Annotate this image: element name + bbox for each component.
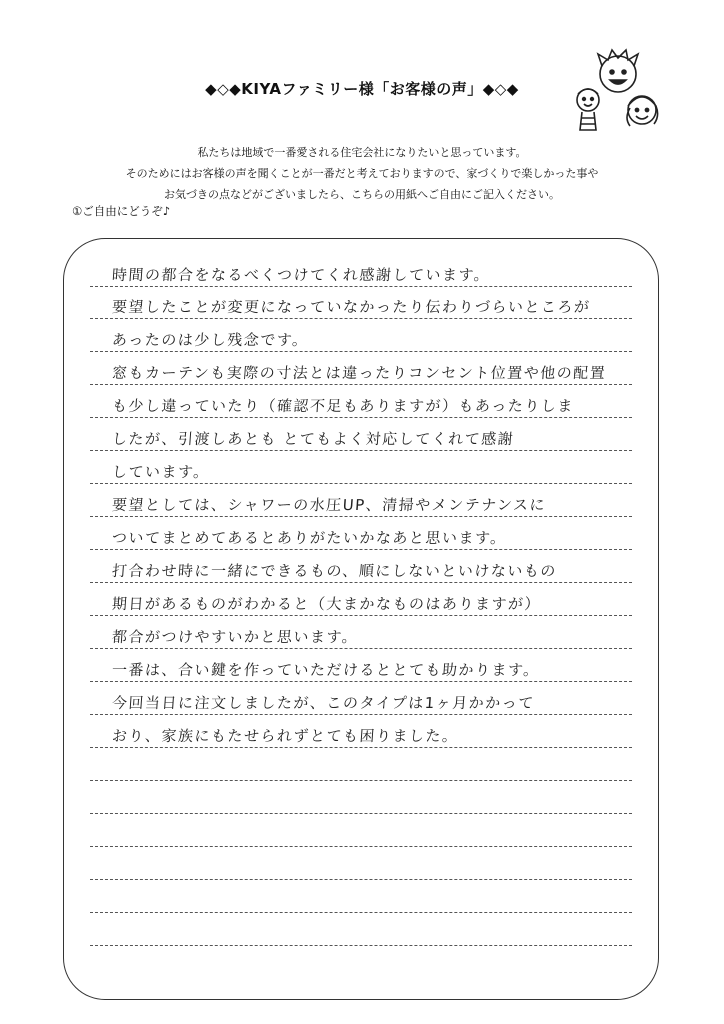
ruled-line <box>90 483 632 484</box>
handwritten-line: あったのは少し残念です。 <box>111 331 310 349</box>
handwritten-line: 期日があるものがわかると（大まかなものはありますが） <box>111 595 542 613</box>
ruled-line <box>90 450 632 451</box>
comment-sheet-frame <box>63 238 659 1000</box>
handwritten-line: おり、家族にもたせられずとても困りました。 <box>111 727 460 745</box>
ruled-line <box>90 351 632 352</box>
handwritten-line: 都合がつけやすいかと思います。 <box>111 628 359 646</box>
page-title: ◆◇◆KIYAファミリー様「お客様の声」◆◇◆ <box>205 80 519 98</box>
ruled-line <box>90 648 632 649</box>
ruled-line <box>90 318 632 319</box>
handwritten-line: 要望したことが変更になっていなかったり伝わりづらいところが <box>111 298 592 316</box>
ruled-line <box>90 384 632 385</box>
ruled-line <box>90 714 632 715</box>
family-mascot-illustration <box>572 48 662 140</box>
handwritten-line: 一番は、合い鍵を作っていただけるととても助かります。 <box>111 661 541 679</box>
handwritten-line: 打合わせ時に一緒にできるもの、順にしないといけないもの <box>111 562 558 580</box>
intro-line: そのためにはお客様の声を聞くことが一番だと考えておりますので、家づくりで楽しかった事や <box>125 167 599 180</box>
ruled-line <box>90 615 632 616</box>
handwritten-line: しています。 <box>111 463 211 481</box>
ruled-line <box>90 813 632 814</box>
handwritten-line: 時間の都合をなるべくつけてくれ感謝しています。 <box>111 266 491 284</box>
ruled-line <box>90 681 632 682</box>
ruled-line <box>90 516 632 517</box>
ruled-line <box>90 747 632 748</box>
intro-line: お気づきの点などがございましたら、こちらの用紙へご自由にご記入ください。 <box>164 188 560 201</box>
ruled-line <box>90 945 632 946</box>
handwritten-line: ついてまとめてあるとありがたいかなあと思います。 <box>111 529 508 547</box>
handwritten-line: したが、引渡しあとも とてもよく対応してくれて感謝 <box>111 430 515 448</box>
intro-line: 私たちは地域で一番愛される住宅会社になりたいと思っています。 <box>197 146 527 159</box>
handwritten-line: 要望としては、シャワーの水圧UP、清掃やメンテナンスに <box>111 496 547 514</box>
ruled-line <box>90 879 632 880</box>
intro-text <box>0 142 724 205</box>
ruled-line <box>90 286 632 287</box>
handwritten-line: 窓もカーテンも実際の寸法とは違ったりコンセント位置や他の配置 <box>111 364 607 382</box>
ruled-line <box>90 912 632 913</box>
ruled-line <box>90 846 632 847</box>
ruled-line <box>90 417 632 418</box>
handwritten-line: 今回当日に注文しましたが、このタイプは1ヶ月かかって <box>111 694 536 712</box>
handwritten-line: も少し違っていたり（確認不足もありますが）もあったりしま <box>111 397 575 415</box>
ruled-line <box>90 549 632 550</box>
free-comment-prompt: ①ご自由にどうぞ♪ <box>72 204 171 218</box>
ruled-line <box>90 582 632 583</box>
ruled-line <box>90 780 632 781</box>
